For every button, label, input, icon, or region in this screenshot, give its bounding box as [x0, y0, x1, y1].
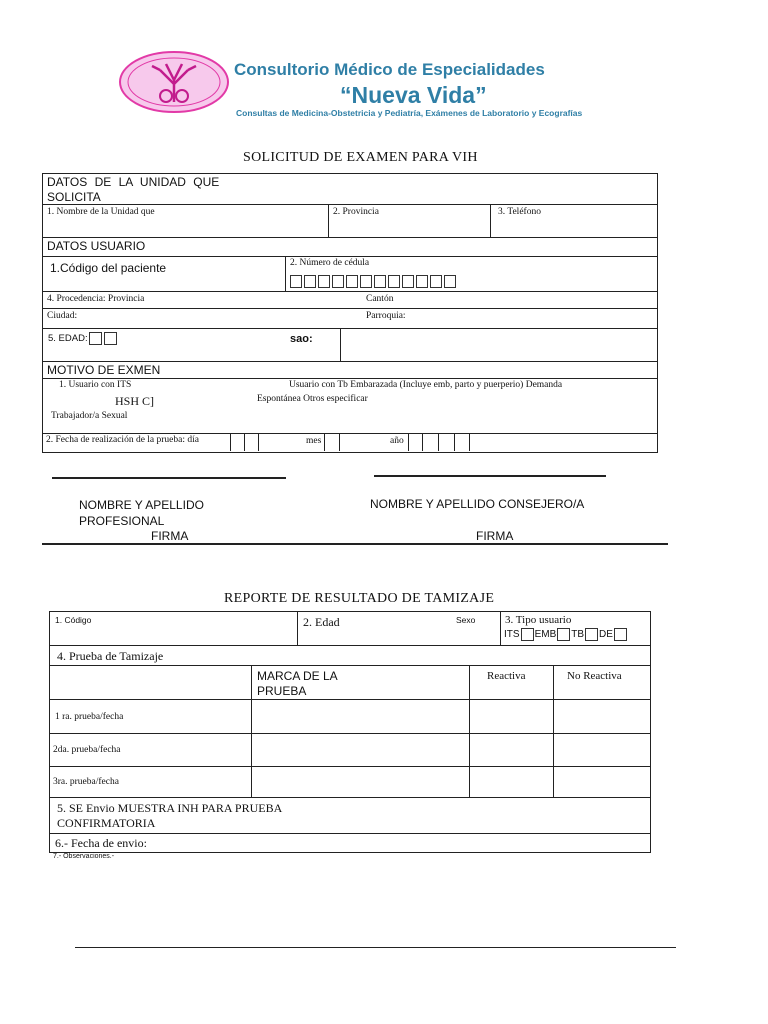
provincia-field[interactable]: 2. Provincia	[333, 207, 379, 217]
tipo-usuario-label: 3. Tipo usuario	[505, 614, 572, 626]
fecha-envio-field[interactable]: 6.- Fecha de envio:	[55, 836, 147, 850]
edad-field[interactable]	[48, 332, 118, 345]
clinic-name: “Nueva Vida”	[340, 82, 487, 108]
solicitud-title: SOLICITUD DE EXAMEN PARA VIH	[243, 150, 478, 165]
tercera-prueba-row[interactable]: 3ra. prueba/fecha	[53, 777, 119, 787]
codigo-field[interactable]: 1. Código	[55, 615, 92, 625]
clinic-title: Consultorio Médico de Especialidades	[234, 60, 545, 79]
nombre-unidad-field[interactable]: 1. Nombre de la Unidad que	[47, 207, 155, 217]
telefono-field[interactable]: 3. Teléfono	[498, 207, 541, 217]
usuario-its-option[interactable]: 1. Usuario con ITS	[59, 380, 132, 390]
nombre-profesional-label: NOMBRE Y APELLIDO PROFESIONAL	[79, 498, 204, 528]
anio-label: año	[390, 436, 404, 446]
reporte-title: REPORTE DE RESULTADO DE TAMIZAJE	[224, 591, 495, 606]
envio-muestra-label: 5. SE Envio MUESTRA INH PARA PRUEBA CONFIRMATORIA	[57, 801, 283, 830]
mes-label: mes	[306, 436, 322, 446]
firma-left-label: FIRMA	[151, 529, 189, 543]
procedencia-field[interactable]: 4. Procedencia: Provincia	[47, 294, 145, 304]
nombre-consejero-label: NOMBRE Y APELLIDO CONSEJERO/A	[370, 497, 585, 511]
tipo-its: ITS	[504, 629, 520, 641]
firma-line-right	[374, 475, 606, 477]
no-reactiva-header: No Reactiva	[567, 670, 622, 682]
trabajador-sexual-option[interactable]: Trabajador/a Sexual	[51, 411, 128, 421]
edad-label: 5. EDAD:	[48, 333, 88, 345]
sexo-reporte-label: Sexo	[456, 615, 476, 625]
codigo-paciente-field[interactable]: 1.Código del paciente	[50, 261, 167, 275]
firma-right-label: FIRMA	[476, 529, 514, 543]
reactiva-header: Reactiva	[487, 670, 526, 682]
espontanea-option[interactable]: Espontánea Otros especificar	[257, 394, 368, 404]
clinic-logo	[118, 50, 230, 114]
parroquia-field[interactable]: Parroquia:	[366, 311, 406, 321]
motivo-label: MOTIVO DE EXMEN	[47, 363, 161, 377]
tipo-tb: TB	[571, 629, 585, 641]
motivo-options-text: Usuario con Tb Embarazada (Incluye emb, parto y puerperio) Demanda	[289, 380, 563, 390]
fecha-prueba-label: 2. Fecha de realización de la prueba: día	[46, 435, 199, 445]
canton-field[interactable]: Cantón	[366, 294, 394, 304]
hsh-option[interactable]: HSH C]	[115, 394, 155, 408]
marca-prueba-header: MARCA DE LA PRUEBA	[257, 669, 338, 698]
tipo-emb: EMB	[534, 629, 557, 641]
prueba-tamizaje-label: 4. Prueba de Tamizaje	[57, 649, 164, 663]
numero-cedula-label: 2. Número de cédula	[290, 258, 370, 268]
footer-rule	[75, 947, 676, 948]
tipo-de: DE	[599, 629, 613, 641]
sexo-label: sao:	[290, 333, 313, 345]
primera-prueba-row[interactable]: 1 ra. prueba/fecha	[55, 712, 124, 722]
cedula-boxes[interactable]	[290, 272, 458, 290]
datos-usuario-label: DATOS USUARIO	[47, 239, 146, 253]
ciudad-field[interactable]: Ciudad:	[47, 311, 78, 321]
firma-bottom-rule	[42, 543, 668, 545]
tipo-usuario-options[interactable]	[504, 628, 628, 641]
firma-line-left	[52, 477, 286, 479]
edad-reporte-field[interactable]: 2. Edad	[303, 615, 340, 629]
segunda-prueba-row[interactable]: 2da. prueba/fecha	[53, 745, 121, 755]
datos-unidad-label: DATOS DE LA UNIDAD QUE SOLICITA	[47, 175, 220, 204]
clinic-subtitle: Consultas de Medicina-Obstetricia y Pediatría, Exámenes de Laboratorio y Ecografías	[236, 108, 583, 118]
tree-logo-icon	[118, 50, 230, 114]
observaciones-field[interactable]: 7.- Observaciones.-	[53, 853, 115, 860]
